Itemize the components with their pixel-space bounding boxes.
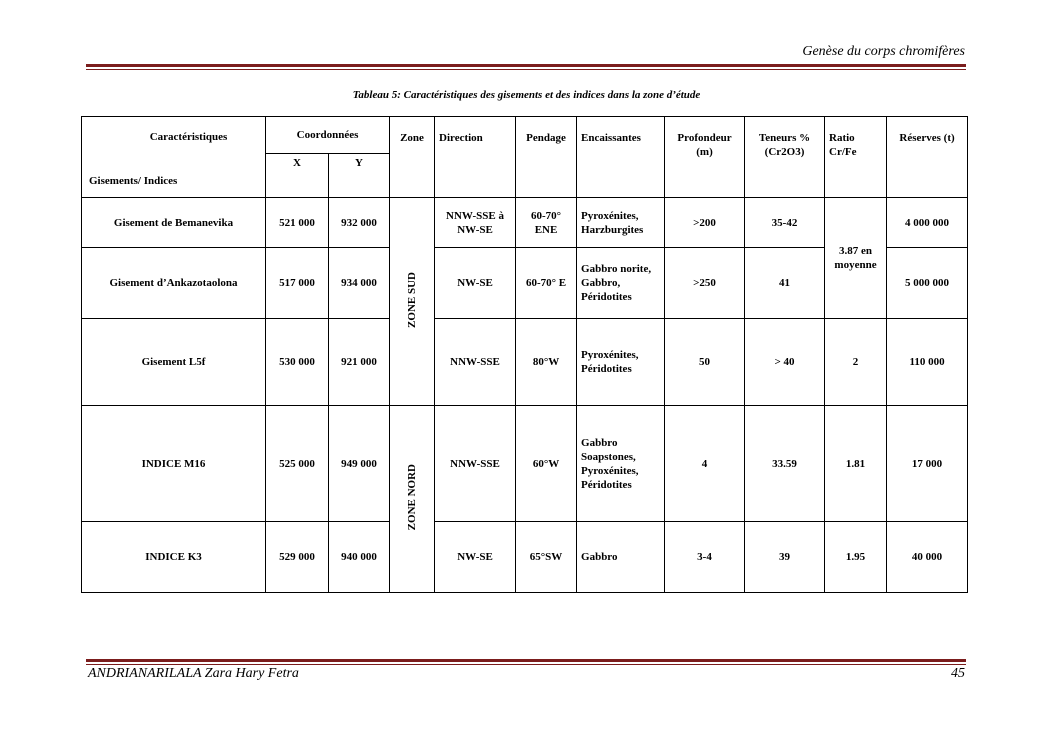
row-encaissantes: Gabbro norite, Gabbro, Péridotites bbox=[577, 248, 665, 319]
row-pendage: 60-70° E bbox=[516, 248, 577, 319]
header-coordonnees: Coordonnées bbox=[266, 117, 390, 154]
row-direction: NW-SE bbox=[435, 522, 516, 593]
row-direction: NW-SE bbox=[435, 248, 516, 319]
zone-sud-cell bbox=[390, 198, 435, 406]
row-reserves: 17 000 bbox=[887, 406, 968, 522]
header-ratio: Ratio Cr/Fe bbox=[825, 117, 887, 198]
row-direction: NNW-SSE bbox=[435, 319, 516, 406]
row-ratio: 1.81 bbox=[825, 406, 887, 522]
footer-author: ANDRIANARILALA Zara Hary Fetra bbox=[88, 666, 299, 681]
header-reserves: Réserves (t) bbox=[887, 117, 968, 198]
row-name: Gisement d’Ankazotaolona bbox=[82, 248, 266, 319]
row-reserves: 110 000 bbox=[887, 319, 968, 406]
row-direction: NNW-SSE bbox=[435, 406, 516, 522]
running-header: Genèse du corps chromifères bbox=[802, 44, 965, 59]
row-pendage: 80°W bbox=[516, 319, 577, 406]
row-reserves: 40 000 bbox=[887, 522, 968, 593]
row-profondeur: >200 bbox=[665, 198, 745, 248]
zone-nord-cell bbox=[390, 406, 435, 593]
footer-rule bbox=[86, 659, 966, 665]
row-teneurs: 39 bbox=[745, 522, 825, 593]
header-zone: Zone bbox=[390, 117, 435, 198]
row-name: Gisement L5f bbox=[82, 319, 266, 406]
header-x: X bbox=[266, 154, 329, 198]
header-y: Y bbox=[329, 154, 390, 198]
row-pendage: 65°SW bbox=[516, 522, 577, 593]
header-teneurs: Teneurs % (Cr2O3) bbox=[745, 117, 825, 198]
header-direction: Direction bbox=[435, 117, 516, 198]
zone-sud-label: ZONE SUD bbox=[406, 271, 419, 328]
row-name: INDICE M16 bbox=[82, 406, 266, 522]
row-x: 529 000 bbox=[266, 522, 329, 593]
table-row bbox=[82, 406, 968, 522]
row-y: 940 000 bbox=[329, 522, 390, 593]
row-x: 521 000 bbox=[266, 198, 329, 248]
row-ratio: 1.95 bbox=[825, 522, 887, 593]
row-teneurs: 33.59 bbox=[745, 406, 825, 522]
row-name: Gisement de Bemanevika bbox=[82, 198, 266, 248]
row-y: 932 000 bbox=[329, 198, 390, 248]
row-encaissantes: Gabbro Soapstones, Pyroxénites, Péridotites bbox=[577, 406, 665, 522]
row-x: 530 000 bbox=[266, 319, 329, 406]
row-y: 934 000 bbox=[329, 248, 390, 319]
row-x: 525 000 bbox=[266, 406, 329, 522]
row-reserves: 4 000 000 bbox=[887, 198, 968, 248]
header-row-1 bbox=[82, 117, 968, 154]
row-y: 921 000 bbox=[329, 319, 390, 406]
row-encaissantes: Pyroxénites, Harzburgites bbox=[577, 198, 665, 248]
row-name: INDICE K3 bbox=[82, 522, 266, 593]
row-direction: NNW-SSE à NW-SE bbox=[435, 198, 516, 248]
header-rule bbox=[86, 64, 966, 70]
header-encaissantes: Encaissantes bbox=[577, 117, 665, 198]
row-teneurs: 41 bbox=[745, 248, 825, 319]
ratio-merged-cell: 3.87 en moyenne bbox=[825, 198, 887, 319]
header-caracteristiques: Caractéristiques bbox=[149, 131, 228, 143]
row-reserves: 5 000 000 bbox=[887, 248, 968, 319]
page-number: 45 bbox=[951, 666, 965, 681]
row-profondeur: 3-4 bbox=[665, 522, 745, 593]
table-caption: Tableau 5: Caractéristiques des gisements et des indices dans la zone d’étude bbox=[352, 89, 701, 101]
row-profondeur: 50 bbox=[665, 319, 745, 406]
row-encaissantes: Gabbro bbox=[577, 522, 665, 593]
row-x: 517 000 bbox=[266, 248, 329, 319]
deposits-table bbox=[81, 116, 968, 593]
table-row bbox=[82, 522, 968, 593]
zone-nord-label: ZONE NORD bbox=[406, 463, 419, 531]
header-corner-cell bbox=[82, 117, 266, 198]
row-y: 949 000 bbox=[329, 406, 390, 522]
row-pendage: 60-70° ENE bbox=[516, 198, 577, 248]
row-ratio: 2 bbox=[825, 319, 887, 406]
row-teneurs: > 40 bbox=[745, 319, 825, 406]
row-profondeur: 4 bbox=[665, 406, 745, 522]
row-pendage: 60°W bbox=[516, 406, 577, 522]
row-profondeur: >250 bbox=[665, 248, 745, 319]
table-row bbox=[82, 198, 968, 248]
row-encaissantes: Pyroxénites, Péridotites bbox=[577, 319, 665, 406]
row-teneurs: 35-42 bbox=[745, 198, 825, 248]
header-pendage: Pendage bbox=[516, 117, 577, 198]
table-row bbox=[82, 319, 968, 406]
header-gisements: Gisements/ Indices bbox=[89, 175, 178, 187]
header-profondeur: Profondeur (m) bbox=[665, 117, 745, 198]
